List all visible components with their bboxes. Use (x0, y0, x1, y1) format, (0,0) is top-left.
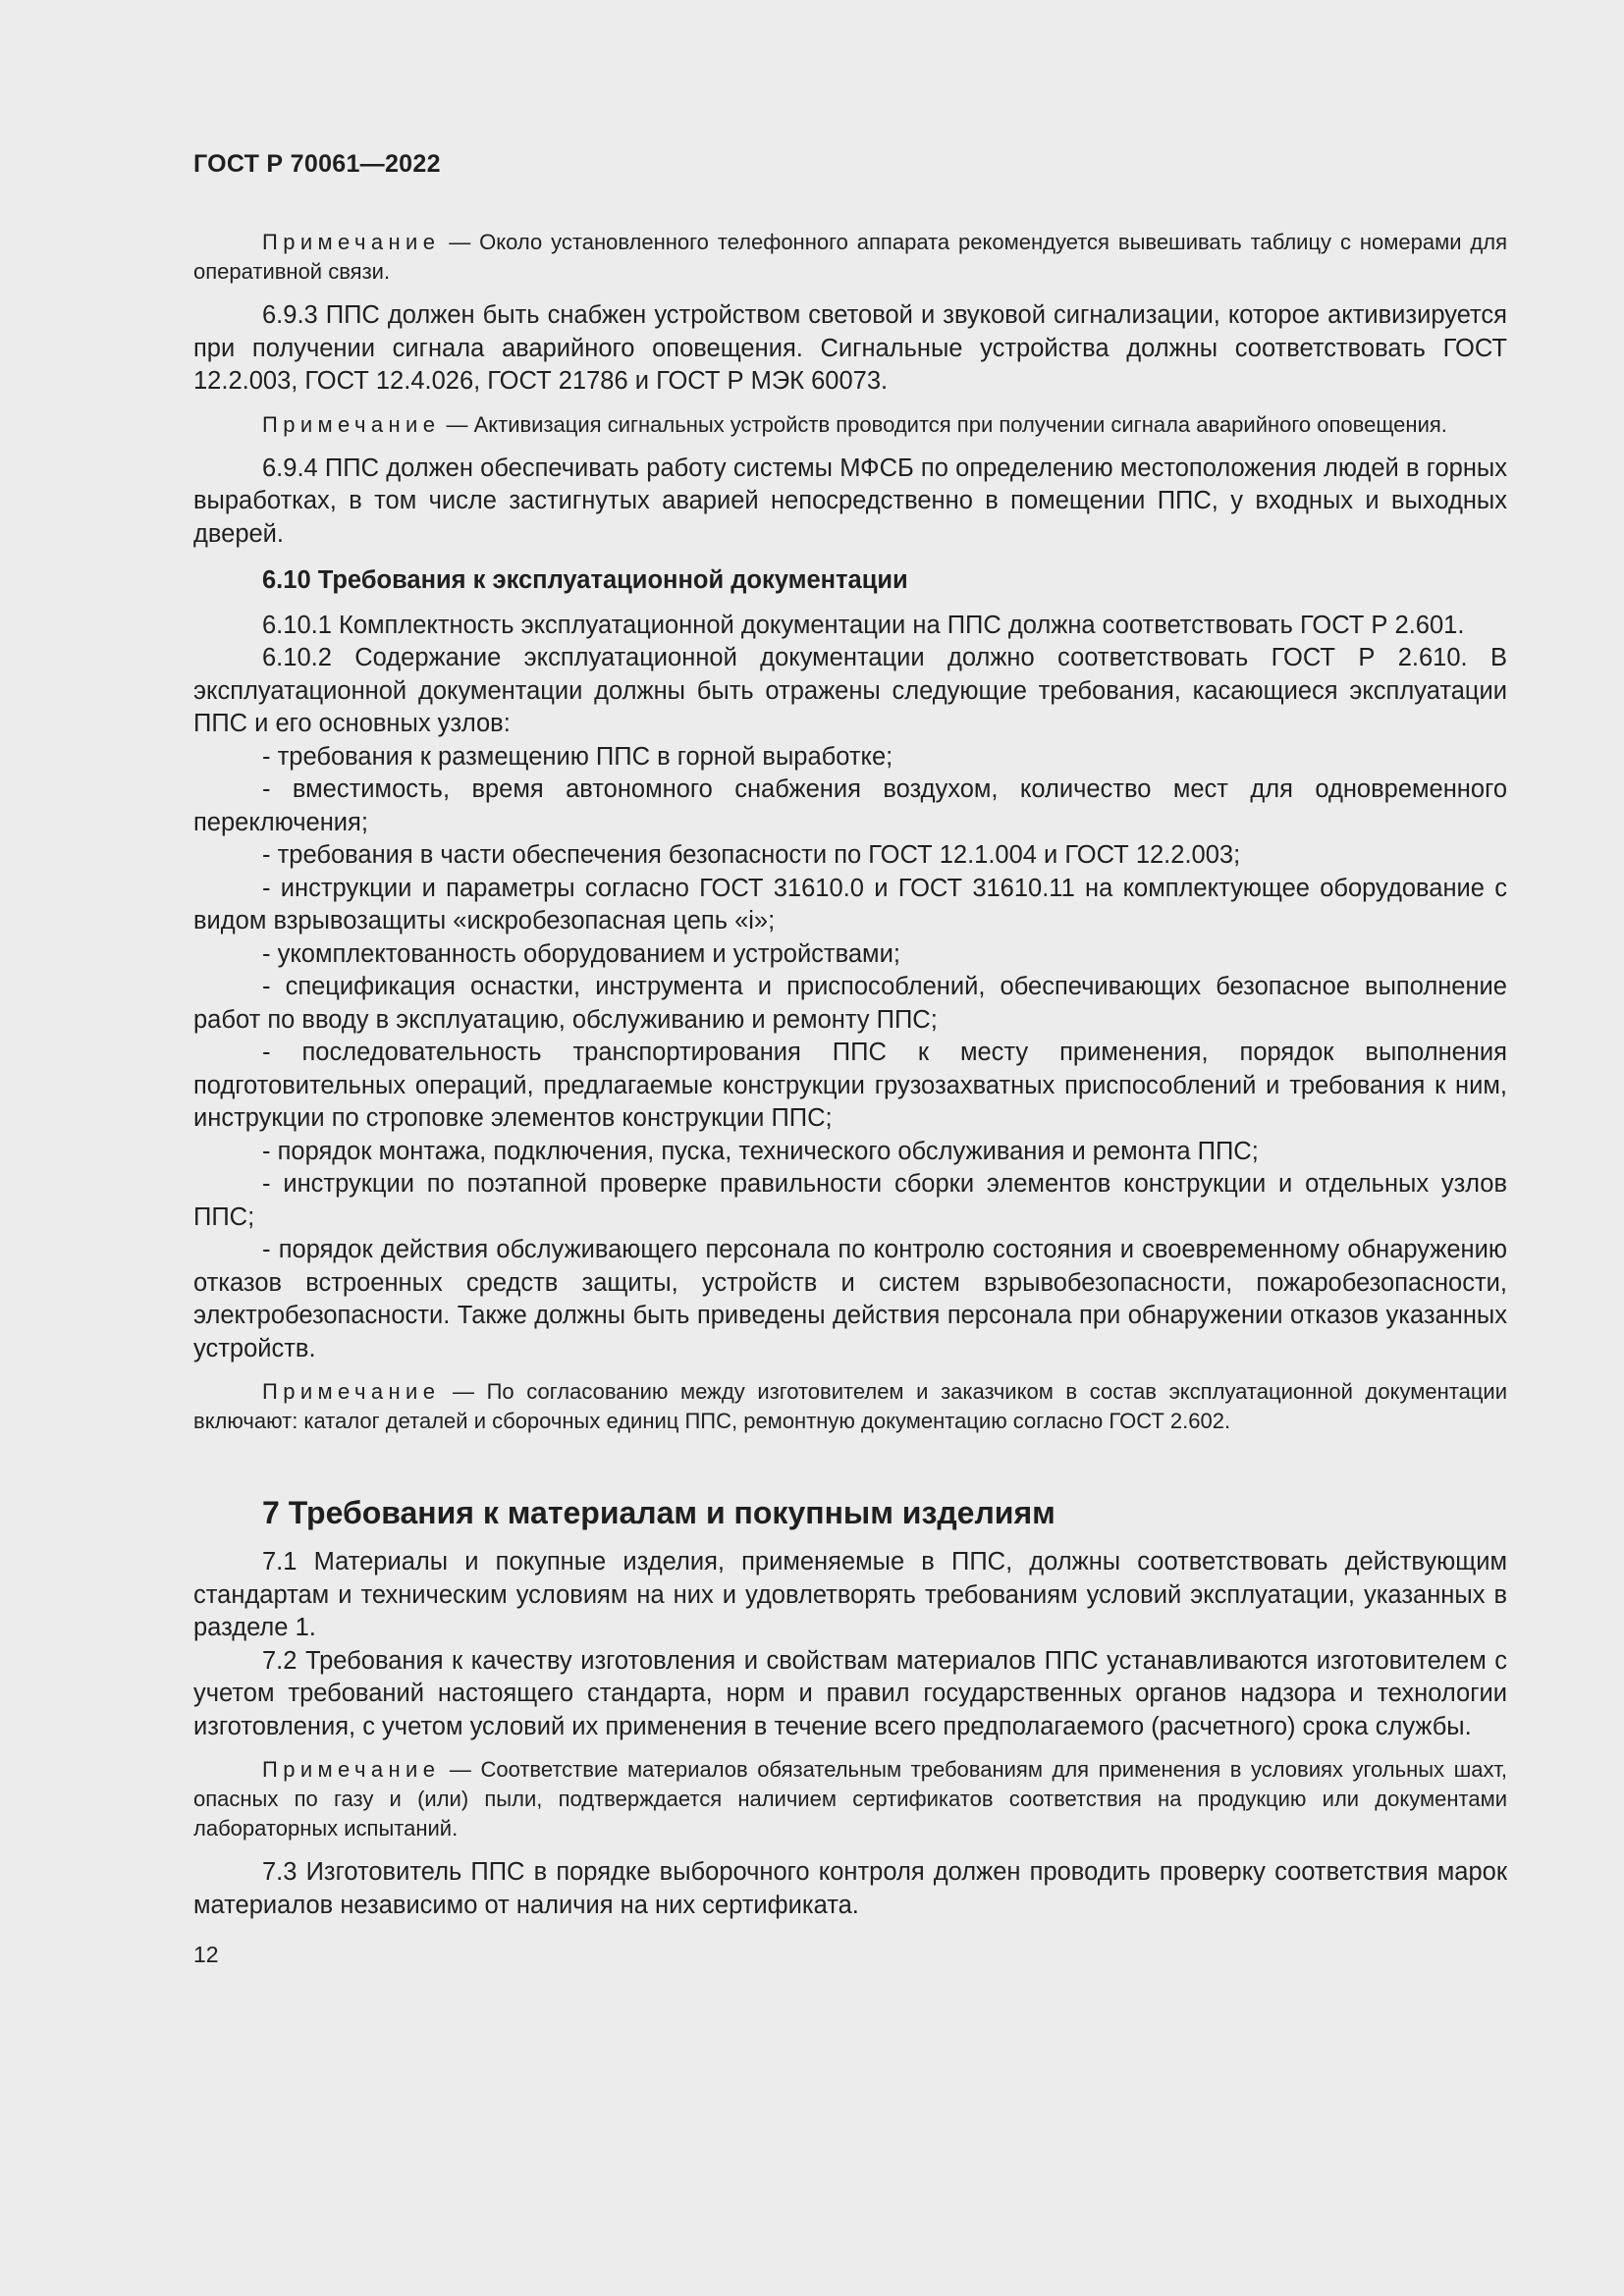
note-dash: — (440, 1757, 481, 1782)
list-item: - спецификация оснастки, инструмента и приспособлений, обеспечивающих безопасное выполнение работ по вводу в эксплуатацию, обслуживанию и ремонту ППС; (193, 973, 1507, 1034)
note-text: Соответствие материалов обязательным требованиям для применения в условиях угольных шахт, опасных по газу и (или) пыли, подтверждается наличием сертификатов соответствия на продукцию или документами лабораторных испытаний. (193, 1757, 1507, 1841)
clause-6-9-3: 6.9.3 ППС должен быть снабжен устройством световой и звуковой сигнализации, которое активизируется при получении сигнала аварийного оповещения. Сигнальные устройства должны соответствовать ГОСТ 12.2.003, ГОСТ 12.4.026, ГОСТ 21786 и ГОСТ Р МЭК 60073. (193, 301, 1507, 395)
list-item: - порядок действия обслуживающего персонала по контролю состояния и своевременному обнаружению отказов встроенных средств защиты, устройств и систем взрывобезопасности, пожаробезопасности, электробезопасности. Также должны быть приведены действия персонала при обнаружении отказов указанных устройств. (193, 1236, 1507, 1362)
note-label: Примечание (262, 1757, 441, 1782)
subsection-heading-6-10: 6.10 Требования к эксплуатационной документации (262, 566, 908, 594)
note-text: Около установленного телефонного аппарата рекомендуется вывешивать таблицу с номерами для оперативной связи. (193, 230, 1507, 284)
document-code-header: ГОСТ Р 70061—2022 (193, 150, 441, 178)
note-label: Примечание (262, 1379, 441, 1404)
requirements-list (193, 741, 1507, 1366)
list-item: - укомплектованность оборудованием и устройствами; (262, 939, 900, 968)
note-dash: — (440, 1379, 487, 1404)
note-label: Примечание (262, 411, 441, 437)
note-material-compliance (193, 1755, 1507, 1843)
note-dash: — (440, 230, 480, 254)
note-signal-activation (193, 410, 1507, 440)
note-text: По согласованию между изготовителем и заказчиком в состав эксплуатационной документации включают: каталог деталей и сборочных единиц ППС, ремонтную документацию согласно ГОСТ 2.602. (193, 1379, 1507, 1433)
note-dash: — (440, 411, 474, 437)
list-item: - требования в части обеспечения безопасности по ГОСТ 12.1.004 и ГОСТ 12.2.003; (262, 841, 1241, 869)
clause-7-2: 7.2 Требования к качеству изготовления и свойствам материалов ППС устанавливаются изготовителем с учетом требований настоящего стандарта, норм и правил государственных органов надзора и технологии изготовления, с учетом условий их применения в течение всего предполагаемого (расчетного) срока службы. (193, 1646, 1507, 1740)
clause-6-10-1: 6.10.1 Комплектность эксплуатационной документации на ППС должна соответствовать ГОСТ Р 2.601. (262, 611, 1465, 639)
document-page (193, 147, 1507, 1969)
clause-7-1: 7.1 Материалы и покупные изделия, применяемые в ППС, должны соответствовать действующим стандартам и техническим условиям на них и удовлетворять требованиям условий эксплуатации, указанных в разделе 1. (193, 1548, 1507, 1641)
note-telephone (193, 228, 1507, 287)
note-label: Примечание (262, 230, 441, 254)
list-item: - требования к размещению ППС в горной выработке; (262, 742, 893, 771)
list-item: - инструкции по поэтапной проверке правильности сборки элементов конструкции и отдельных узлов ППС; (193, 1170, 1507, 1231)
section-heading-7: 7 Требования к материалам и покупным изделиям (262, 1495, 1056, 1530)
list-item: - вместимость, время автономного снабжения воздухом, количество мест для одновременного переключения; (193, 775, 1507, 836)
clause-6-9-4: 6.9.4 ППС должен обеспечивать работу системы МФСБ по определению местоположения людей в горных выработках, в том числе застигнутых аварией непосредственно в помещении ППС, у входных и выходных дверей. (193, 454, 1507, 548)
list-item: - последовательность транспортирования ППС к месту применения, порядок выполнения подготовительных операций, предлагаемые конструкции грузозахватных приспособлений и требования к ним, инструкции по строповке элементов конструкции ППС; (193, 1039, 1507, 1132)
clause-6-10-2: 6.10.2 Содержание эксплуатационной документации должно соответствовать ГОСТ Р 2.610. В эксплуатационной документации должны быть отражены следующие требования, касающиеся эксплуатации ППС и его основных узлов: (193, 644, 1507, 737)
note-documentation-scope (193, 1377, 1507, 1436)
note-text: Активизация сигнальных устройств проводится при получении сигнала аварийного оповещения. (473, 411, 1447, 437)
clause-7-3: 7.3 Изготовитель ППС в порядке выборочного контроля должен проводить проверку соответствия марок материалов независимо от наличия на них сертификата. (193, 1858, 1507, 1919)
list-item: - инструкции и параметры согласно ГОСТ 31610.0 и ГОСТ 31610.11 на комплектующее оборудование с видом взрывозащиты «искробезопасная цепь «i»; (193, 874, 1507, 934)
page-number: 12 (193, 1942, 219, 1967)
list-item: - порядок монтажа, подключения, пуска, технического обслуживания и ремонта ППС; (262, 1137, 1259, 1165)
